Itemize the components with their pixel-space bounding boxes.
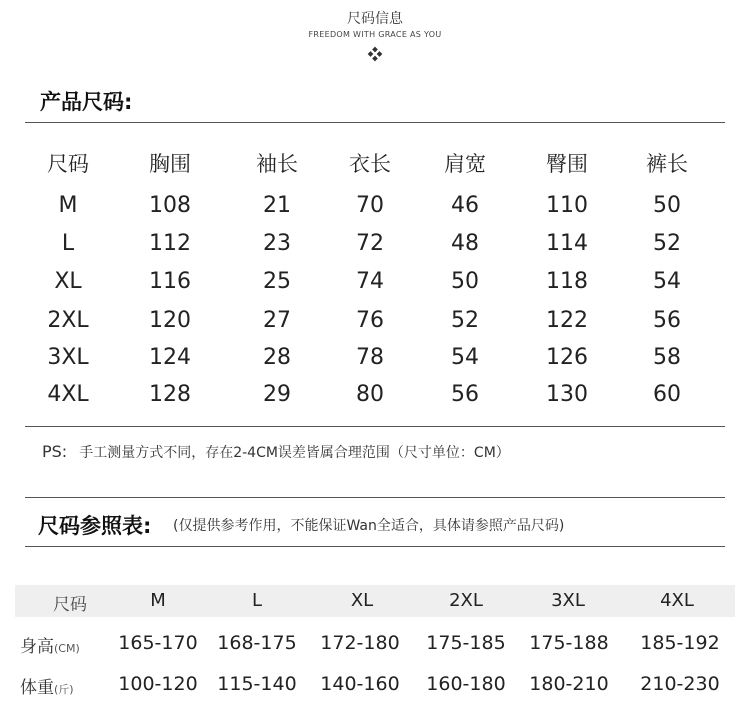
- table-cell: 76: [356, 308, 384, 333]
- column-header: 裤长: [646, 152, 688, 176]
- note-prefix: PS:: [42, 442, 68, 461]
- page-subtitle: FREEDOM WITH GRACE AS YOU: [308, 30, 442, 39]
- product-size-title: 产品尺码:: [40, 90, 133, 114]
- table-row: [0, 632, 750, 666]
- table-cell: 60: [653, 382, 681, 407]
- table-cell: 140-160: [320, 673, 400, 695]
- table-cell: 124: [149, 345, 191, 370]
- table-cell: 2XL: [47, 308, 89, 333]
- table-cell: 165-170: [118, 632, 198, 654]
- row-label-unit: (CM): [54, 642, 80, 655]
- table-cell: 160-180: [426, 673, 506, 695]
- table-cell: 175-185: [426, 632, 506, 654]
- table-cell: 210-230: [640, 673, 720, 695]
- table-cell: 128: [149, 382, 191, 407]
- table-cell: 118: [546, 269, 588, 294]
- column-header: 4XL: [660, 590, 694, 611]
- table-header-row: [0, 148, 750, 186]
- table-cell: 52: [653, 231, 681, 256]
- table-cell: 27: [263, 308, 291, 333]
- table-cell: 29: [263, 382, 291, 407]
- note-text: 手工测量方式不同，存在2-4CM误差皆属合理范围（尺寸单位：CM）: [79, 445, 510, 461]
- table-cell: 54: [451, 345, 479, 370]
- table-cell: 25: [263, 269, 291, 294]
- measurement-note: [42, 442, 510, 462]
- column-header: 衣长: [349, 152, 391, 176]
- divider: [25, 546, 725, 547]
- table-cell: 56: [451, 382, 479, 407]
- divider: [25, 122, 725, 123]
- table-cell: 28: [263, 345, 291, 370]
- table-cell: 21: [263, 193, 291, 218]
- table-cell: XL: [54, 269, 82, 294]
- table-cell: 74: [356, 269, 384, 294]
- row-label-text: 体重: [20, 678, 54, 698]
- table-cell: 116: [149, 269, 191, 294]
- column-header: 肩宽: [444, 152, 486, 176]
- table-cell: 122: [546, 308, 588, 333]
- table-cell: 23: [263, 231, 291, 256]
- table-header-row: [0, 590, 750, 624]
- table-cell: 3XL: [47, 345, 89, 370]
- table-cell: 78: [356, 345, 384, 370]
- table-cell: M: [58, 193, 78, 218]
- table-cell: 130: [546, 382, 588, 407]
- column-header: 3XL: [551, 590, 585, 611]
- column-header: 胸围: [149, 152, 191, 176]
- table-cell: 72: [356, 231, 384, 256]
- column-header: 2XL: [449, 590, 483, 611]
- column-header: 尺码: [53, 595, 87, 615]
- divider: [25, 426, 725, 427]
- table-cell: 50: [653, 193, 681, 218]
- table-row: [0, 308, 750, 346]
- table-cell: 185-192: [640, 632, 720, 654]
- table-cell: L: [61, 231, 75, 256]
- table-cell: 110: [546, 193, 588, 218]
- table-cell: 114: [546, 231, 588, 256]
- table-cell: 172-180: [320, 632, 400, 654]
- table-row: [0, 269, 750, 307]
- table-cell: 112: [149, 231, 191, 256]
- table-cell: 80: [356, 382, 384, 407]
- column-header: 尺码: [47, 152, 89, 176]
- column-header: 袖长: [256, 152, 298, 176]
- table-cell: 48: [451, 231, 479, 256]
- table-cell: 4XL: [47, 382, 89, 407]
- table-cell: 50: [451, 269, 479, 294]
- reference-subtitle: (仅提供参考作用，不能保证Wan全适合，具体请参照产品尺码): [173, 518, 565, 534]
- row-label-unit: (斤): [54, 683, 74, 696]
- row-label-text: 身高: [20, 637, 54, 657]
- diamond-ornament-icon: [367, 46, 383, 62]
- column-header: 臀围: [546, 152, 588, 176]
- table-cell: 168-175: [217, 632, 297, 654]
- column-header: M: [150, 590, 166, 611]
- column-header: XL: [350, 590, 374, 611]
- table-cell: 56: [653, 308, 681, 333]
- table-cell: 108: [149, 193, 191, 218]
- table-row: [0, 673, 750, 707]
- table-row: [0, 345, 750, 383]
- table-cell: 58: [653, 345, 681, 370]
- table-cell: 46: [451, 193, 479, 218]
- table-row: [0, 193, 750, 231]
- table-cell: 115-140: [217, 673, 297, 695]
- reference-title: 尺码参照表:: [38, 514, 152, 538]
- column-header: L: [251, 590, 263, 611]
- table-cell: 175-188: [529, 632, 609, 654]
- row-label: [20, 673, 74, 698]
- table-cell: 180-210: [529, 673, 609, 695]
- table-cell: 120: [149, 308, 191, 333]
- table-cell: 100-120: [118, 673, 198, 695]
- table-row: [0, 231, 750, 269]
- row-label: [20, 632, 80, 657]
- table-cell: 70: [356, 193, 384, 218]
- table-cell: 52: [451, 308, 479, 333]
- table-cell: 126: [546, 345, 588, 370]
- divider: [25, 497, 725, 498]
- table-row: [0, 382, 750, 420]
- page-title: 尺码信息: [347, 11, 403, 27]
- table-cell: 54: [653, 269, 681, 294]
